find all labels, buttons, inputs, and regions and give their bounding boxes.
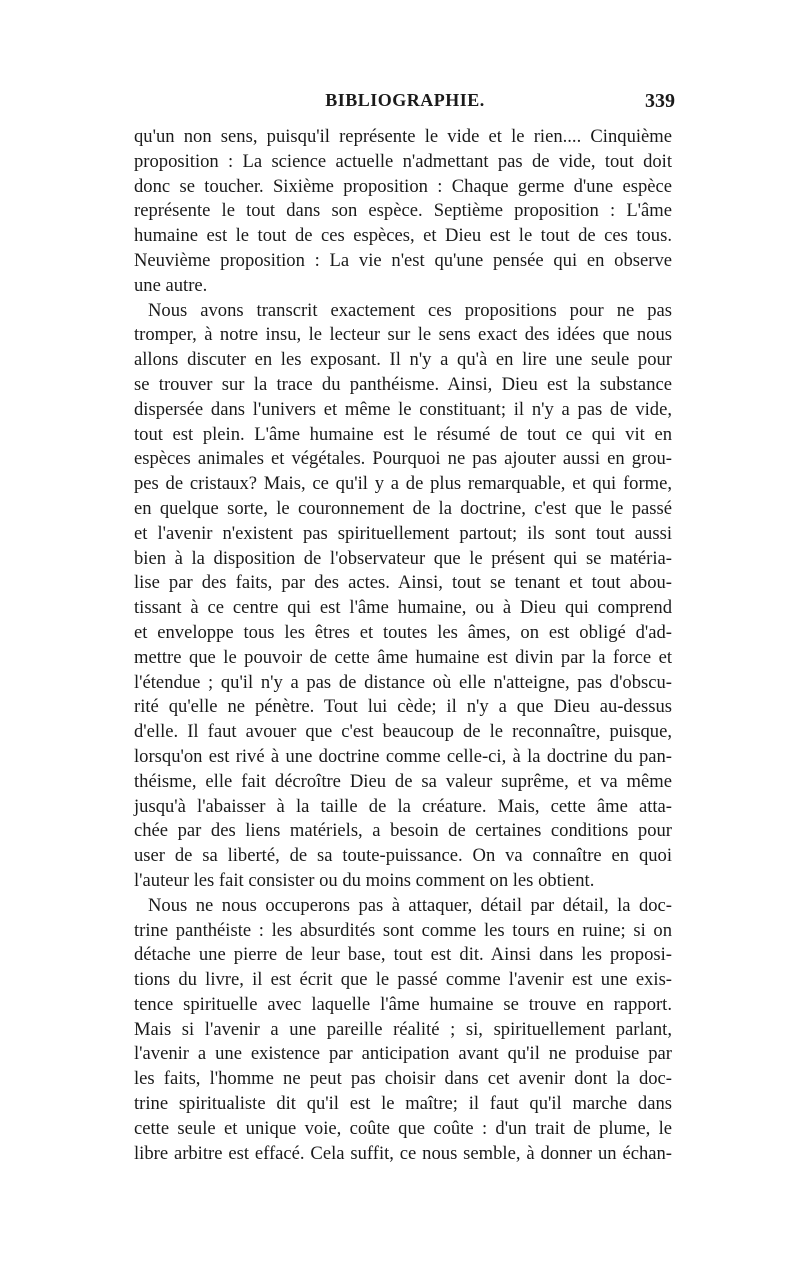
text-line-content: tout est plein. L'âme humaine est le résumé de tout ce qui vit en: [134, 423, 672, 445]
text-line-content: rité qu'elle ne pénètre. Tout lui cède; il n'y a que Dieu au-dessus: [134, 696, 672, 718]
text-line: [134, 745, 672, 770]
text-line: [134, 1117, 672, 1142]
body-text: [134, 125, 672, 1166]
text-line-content: l'avenir a une existence par anticipation avant qu'il ne produise par: [134, 1043, 672, 1065]
text-line: [134, 869, 672, 894]
text-line: [134, 497, 672, 522]
text-line: [134, 348, 672, 373]
text-line: [134, 522, 672, 547]
text-line-content: théisme, elle fait décroître Dieu de sa valeur suprême, et va même: [134, 770, 672, 792]
text-line-content: et l'avenir n'existent pas spirituellement partout; ils sont tout aussi: [134, 522, 672, 544]
text-line: [134, 720, 672, 745]
text-line-content: Nous avons transcrit exactement ces propositions pour ne pas: [148, 299, 672, 321]
text-line: [134, 224, 672, 249]
text-line: [134, 299, 672, 324]
text-line-content: se trouver sur la trace du panthéisme. Ainsi, Dieu est la substance: [134, 373, 672, 395]
text-line: [134, 695, 672, 720]
text-line: [134, 894, 672, 919]
text-line: [134, 919, 672, 944]
text-line-content: jusqu'à l'abaisser à la taille de la créature. Mais, cette âme atta-: [134, 795, 672, 817]
text-line: [134, 1142, 672, 1167]
text-line-content: représente le tout dans son espèce. Septième proposition : L'âme: [134, 200, 672, 222]
text-line: [134, 125, 672, 150]
text-line: [134, 249, 672, 274]
text-line: [134, 795, 672, 820]
text-line: [134, 1067, 672, 1092]
text-line-content: qu'un non sens, puisqu'il représente le vide et le rien.... Cinquième: [134, 126, 672, 147]
text-line: [134, 646, 672, 671]
text-line: [134, 770, 672, 795]
text-line: [134, 175, 672, 200]
text-line-content: Mais si l'avenir a une pareille réalité ; si, spirituellement parlant,: [134, 1018, 672, 1040]
running-head: [135, 90, 675, 116]
text-line: [134, 547, 672, 572]
text-line: [134, 671, 672, 696]
page-number: 339: [645, 90, 675, 112]
text-line-content: allons discuter en les exposant. Il n'y a qu'à en lire une seule pour: [134, 349, 672, 371]
text-line: [134, 993, 672, 1018]
text-line-content: Nous ne nous occuperons pas à attaquer, détail par détail, la doc-: [148, 894, 672, 916]
text-line-content: Neuvième proposition : La vie n'est qu'une pensée qui en observe: [134, 249, 672, 271]
text-line: [134, 968, 672, 993]
text-line: [134, 943, 672, 968]
text-line: [134, 398, 672, 423]
text-line: [134, 1092, 672, 1117]
text-line-content: l'étendue ; qu'il n'y a pas de distance où elle n'atteigne, pas d'obscu-: [134, 671, 672, 693]
text-line-content: trine spiritualiste dit qu'il est le maître; il faut qu'il marche dans: [134, 1093, 672, 1115]
text-line: [134, 274, 672, 299]
text-line: [134, 571, 672, 596]
text-line-content: l'auteur les fait consister ou du moins comment on les obtient.: [134, 869, 595, 891]
text-line: [134, 323, 672, 348]
text-line-content: humaine est le tout de ces espèces, et Dieu est le tout de ces tous.: [134, 225, 672, 247]
text-line-content: dispersée dans l'univers et même le constituant; il n'y a pas de vide,: [134, 398, 672, 420]
text-line: [134, 1018, 672, 1043]
text-line: [134, 1042, 672, 1067]
text-line-content: détache une pierre de leur base, tout est dit. Ainsi dans les proposi-: [134, 944, 672, 966]
text-line: [134, 150, 672, 175]
text-line: [134, 621, 672, 646]
text-line-content: donc se toucher. Sixième proposition : Chaque germe d'une espèce: [134, 175, 672, 197]
text-line-content: bien à la disposition de l'observateur que le présent qui se matéria-: [134, 547, 672, 569]
text-line-content: user de sa liberté, de sa toute-puissance. On va connaître en quoi: [134, 845, 672, 867]
text-line-content: lise par des faits, par des actes. Ainsi, tout se tenant et tout abou-: [134, 572, 672, 594]
text-line-content: en quelque sorte, le couronnement de la doctrine, c'est que le passé: [134, 497, 672, 519]
text-line-content: lorsqu'on est rivé à une doctrine comme celle-ci, à la doctrine du pan-: [134, 745, 672, 767]
text-line: [134, 472, 672, 497]
text-line: [134, 844, 672, 869]
text-line-content: tence spirituelle avec laquelle l'âme humaine se trouve en rapport.: [134, 993, 672, 1015]
text-line-content: mettre que le pouvoir de cette âme humaine est divin par la force et: [134, 646, 672, 668]
text-line: [134, 596, 672, 621]
running-title: BIBLIOGRAPHIE.: [325, 90, 485, 110]
text-line: [134, 199, 672, 224]
text-line: [134, 373, 672, 398]
text-line-content: espèces animales et végétales. Pourquoi ne pas ajouter aussi en grou-: [134, 448, 672, 470]
text-line-content: tromper, à notre insu, le lecteur sur le sens exact des idées que nous: [134, 324, 672, 346]
text-line-content: tissant à ce centre qui est l'âme humaine, ou à Dieu qui comprend: [134, 597, 672, 619]
text-line: [134, 819, 672, 844]
text-line: [134, 423, 672, 448]
text-line-content: proposition : La science actuelle n'admettant pas de vide, tout doit: [134, 150, 672, 172]
text-line-content: cette seule et unique voie, coûte que coûte : d'un trait de plume, le: [134, 1117, 672, 1139]
text-line-content: pes de cristaux? Mais, ce qu'il y a de plus remarquable, et qui forme,: [134, 473, 672, 495]
text-line-content: les faits, l'homme ne peut pas choisir dans cet avenir dont la doc-: [134, 1068, 672, 1090]
text-line-content: chée par des liens matériels, a besoin de certaines conditions pour: [134, 820, 672, 842]
text-line-content: trine panthéiste : les absurdités sont comme les tours en ruine; si on: [134, 919, 672, 941]
text-line-content: et enveloppe tous les êtres et toutes les âmes, on est obligé d'ad-: [134, 621, 672, 643]
text-line-content: libre arbitre est effacé. Cela suffit, ce nous semble, à donner un échan-: [134, 1142, 672, 1164]
text-line-content: une autre.: [134, 274, 208, 296]
text-line-content: tions du livre, il est écrit que le passé comme l'avenir est une exis-: [134, 969, 672, 991]
text-line-content: d'elle. Il faut avouer que c'est beaucoup de le reconnaître, puisque,: [134, 721, 672, 743]
text-line: [134, 447, 672, 472]
